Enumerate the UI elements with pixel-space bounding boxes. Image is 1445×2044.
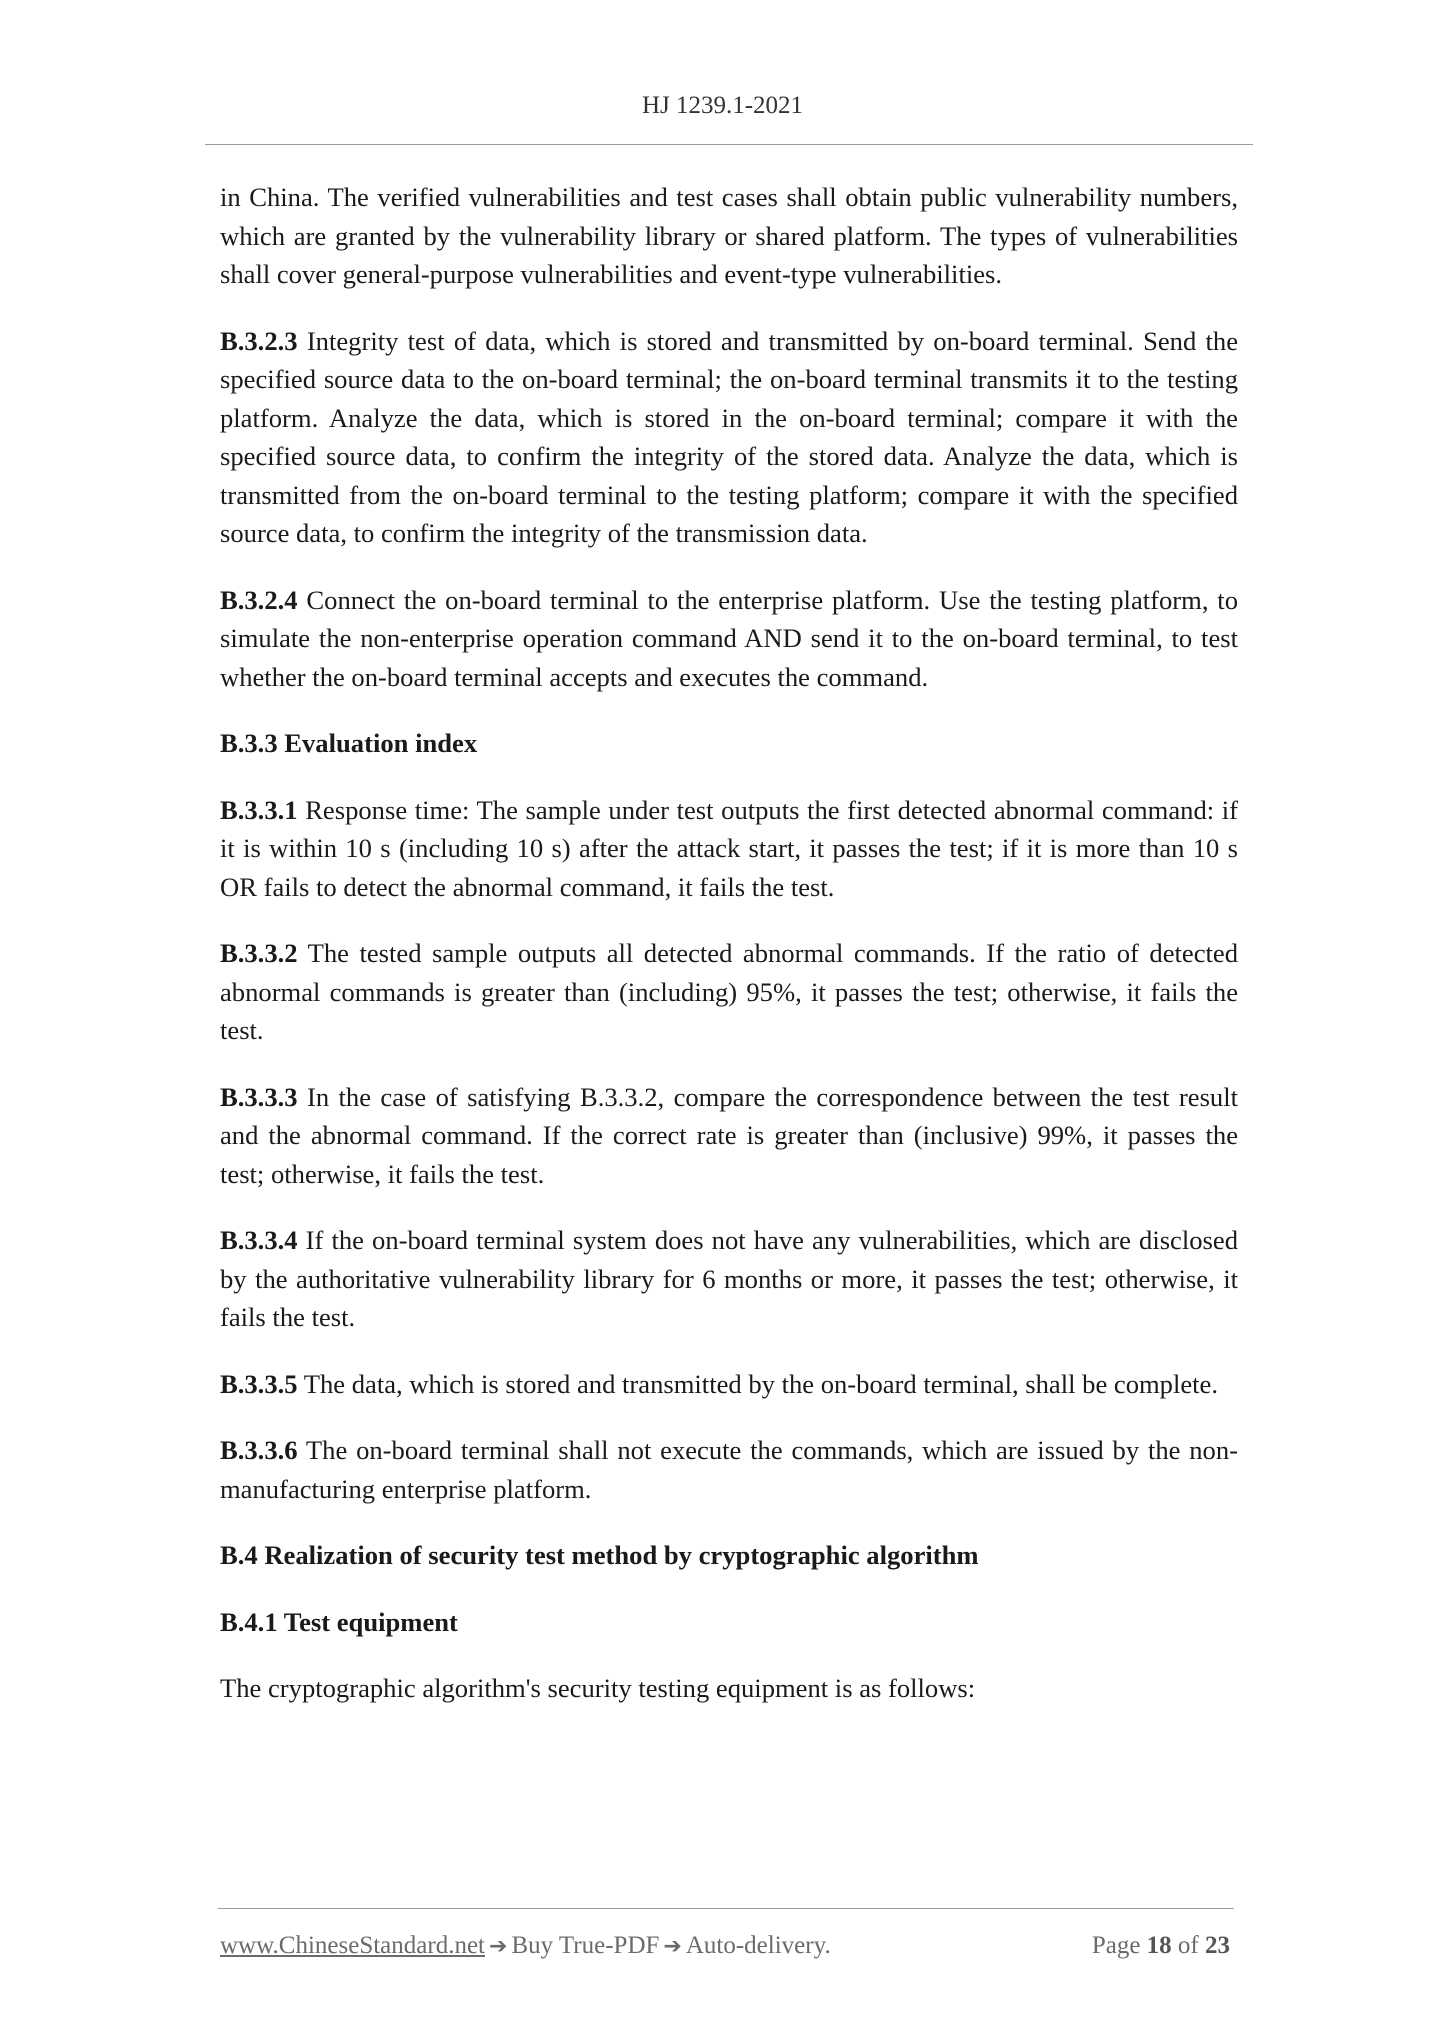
paragraph-text: In the case of satisfying B.3.3.2, compare the correspondence between the test result and the abnormal command. If the correct rate is greater than (inclusive) 99%, it passes the test; otherwise, it fails the test.	[220, 1081, 1238, 1189]
paragraph-b-3-3-1	[220, 791, 1238, 907]
header-divider	[205, 144, 1253, 145]
arrow-right-icon: ➔	[663, 1934, 682, 1959]
page-word: Page	[1091, 1932, 1141, 1959]
paragraph-text: in China. The verified vulnerabilities and test cases shall obtain public vulnerability numbers, which are granted by the vulnerability library or shared platform. The types of vulnerabilities shall cover general-purpose vulnerabilities and event-type vulnerabilities.	[220, 182, 1238, 289]
section-heading-b-4: B.4 Realization of security test method by cryptographic algorithm	[220, 1540, 979, 1570]
page-number	[1092, 1932, 1230, 1960]
paragraph-b-3-3-4	[220, 1221, 1238, 1337]
clause-number: B.3.3.5	[220, 1368, 298, 1399]
paragraph-text: The cryptographic algorithm's security testing equipment is as follows:	[220, 1673, 976, 1703]
paragraph-b-3-3-3	[220, 1078, 1238, 1194]
section-heading-b-3-3: B.3.3 Evaluation index	[220, 728, 478, 758]
paragraph-text: Connect the on-board terminal to the enterprise platform. Use the testing platform, to simulate the non-enterprise operation command AND send it to the on-board terminal, to test whether the on-board terminal accepts and executes the command.	[220, 584, 1238, 692]
paragraph-text: The tested sample outputs all detected abnormal commands. If the ratio of detected abnormal commands is greater than (including) 95%, it passes the test; otherwise, it fails the test.	[220, 938, 1238, 1045]
clause-number: B.3.3.6	[220, 1435, 298, 1465]
paragraph-text: Integrity test of data, which is stored and transmitted by on-board terminal. Send the specified source data to the on-board terminal; the on-board terminal transmits it to the testing platform. Analyze the data, which is stored in the on-board terminal; compare it with the specified source data, to confirm the integrity of the stored data. Analyze the data, which is transmitted from the on-board terminal to the testing platform; compare it with the specified source data, to confirm the integrity of the transmission data.	[220, 325, 1238, 548]
footer-promo	[220, 1932, 831, 1960]
paragraph-b-3-3-5	[220, 1365, 1238, 1404]
delivery-text: Auto-delivery.	[685, 1932, 831, 1959]
paragraph-b-3-2-4	[220, 581, 1238, 697]
section-heading-b-4-1: B.4.1 Test equipment	[220, 1606, 458, 1637]
page-body	[220, 178, 1238, 1736]
paragraph-text: The on-board terminal shall not execute the commands, which are issued by the non-manufacturing enterprise platform.	[220, 1435, 1238, 1504]
document-id-header: HJ 1239.1-2021	[641, 92, 804, 119]
of-word: of	[1177, 1932, 1199, 1959]
paragraph-text: The data, which is stored and transmitted by the on-board terminal, shall be complete.	[297, 1368, 1219, 1399]
paragraph-b-3-3-6	[220, 1431, 1238, 1508]
current-page: 18	[1146, 1932, 1172, 1959]
site-link[interactable]: www.ChineseStandard.net	[220, 1932, 485, 1959]
footer-divider	[218, 1908, 1234, 1909]
paragraph-continuation	[220, 178, 1238, 294]
clause-number: B.3.3.3	[220, 1081, 298, 1112]
paragraph-b-3-3-2	[220, 934, 1238, 1050]
clause-number: B.3.3.4	[220, 1225, 298, 1255]
clause-number: B.3.2.4	[220, 584, 298, 615]
clause-number: B.3.3.2	[220, 938, 298, 968]
paragraph-b-3-2-3	[220, 322, 1238, 553]
paragraph-text: Response time: The sample under test outputs the first detected abnormal command: if it is within 10 s (including 10 s) after the attack start, it passes the test; if it is more than 10 s OR fails to detect the abnormal command, it fails the test.	[220, 794, 1238, 902]
total-pages: 23	[1205, 1932, 1230, 1959]
paragraph-text: If the on-board terminal system does not have any vulnerabilities, which are disclosed by the authoritative vulnerability library for 6 months or more, it passes the test; otherwise, it fails the test.	[220, 1225, 1238, 1332]
buy-text: Buy True-PDF	[511, 1932, 660, 1959]
arrow-right-icon: ➔	[489, 1934, 508, 1959]
closing-paragraph	[220, 1669, 1238, 1708]
clause-number: B.3.3.1	[220, 794, 298, 825]
clause-number: B.3.2.3	[220, 325, 298, 356]
